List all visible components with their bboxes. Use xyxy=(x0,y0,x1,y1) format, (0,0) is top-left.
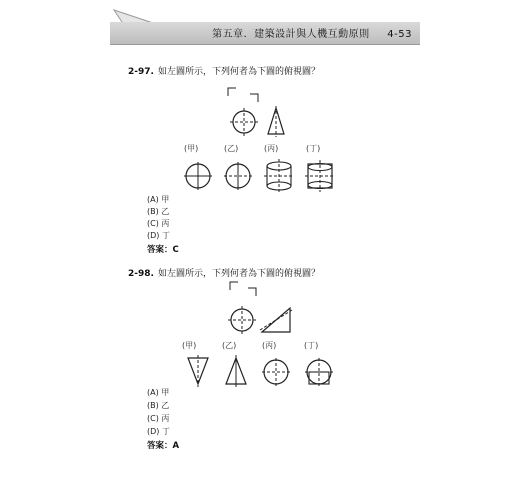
option-label-ding: (丁) xyxy=(306,144,321,153)
option-label-bing: (丙) xyxy=(262,341,277,350)
chapter-title: 第五章．建築設計與人機互動原則 xyxy=(212,29,370,40)
front-view-figure xyxy=(220,84,300,144)
option-label-yi: (乙) xyxy=(222,341,237,350)
option-figure-ding xyxy=(305,358,333,386)
front-view-figure xyxy=(222,280,312,340)
answer-option-b: (B) 乙 xyxy=(147,207,170,216)
option-figure-yi xyxy=(226,355,246,387)
option-figure-ding xyxy=(305,160,335,192)
option-label-jia: (甲) xyxy=(184,144,199,153)
page-number: 4-53 xyxy=(387,29,412,40)
answer-option-d: (D) 丁 xyxy=(147,427,170,436)
answer-key: 答案：C xyxy=(147,245,179,255)
option-figure-jia xyxy=(184,162,212,190)
option-figure-bing xyxy=(264,159,294,193)
answer-option-d: (D) 丁 xyxy=(147,231,170,240)
option-label-bing: (丙) xyxy=(264,144,279,153)
answer-option-c: (C) 丙 xyxy=(147,219,170,228)
option-figure-yi xyxy=(224,162,252,190)
option-label-ding: (丁) xyxy=(304,341,319,350)
answer-option-a: (A) 甲 xyxy=(147,388,170,397)
page-header xyxy=(212,25,412,40)
answer-option-b: (B) 乙 xyxy=(147,401,170,410)
answer-key: 答案：A xyxy=(147,441,180,451)
question-number: 2-97. xyxy=(128,67,154,77)
question-prompt: 如左圖所示，下列何者為下圖的俯視圖？ xyxy=(157,67,320,77)
question-prompt: 如左圖所示，下列何者為下圖的俯視圖？ xyxy=(157,269,320,279)
question-title xyxy=(128,64,320,77)
option-figure-bing xyxy=(262,358,290,386)
answer-option-a: (A) 甲 xyxy=(147,195,170,204)
question-title xyxy=(128,266,320,279)
question-number: 2-98. xyxy=(128,269,154,279)
option-figures xyxy=(178,156,358,196)
option-figure-jia xyxy=(188,355,208,387)
option-label-jia: (甲) xyxy=(182,341,197,350)
option-figures xyxy=(178,352,358,392)
answer-option-c: (C) 丙 xyxy=(147,414,170,423)
option-label-yi: (乙) xyxy=(224,144,239,153)
